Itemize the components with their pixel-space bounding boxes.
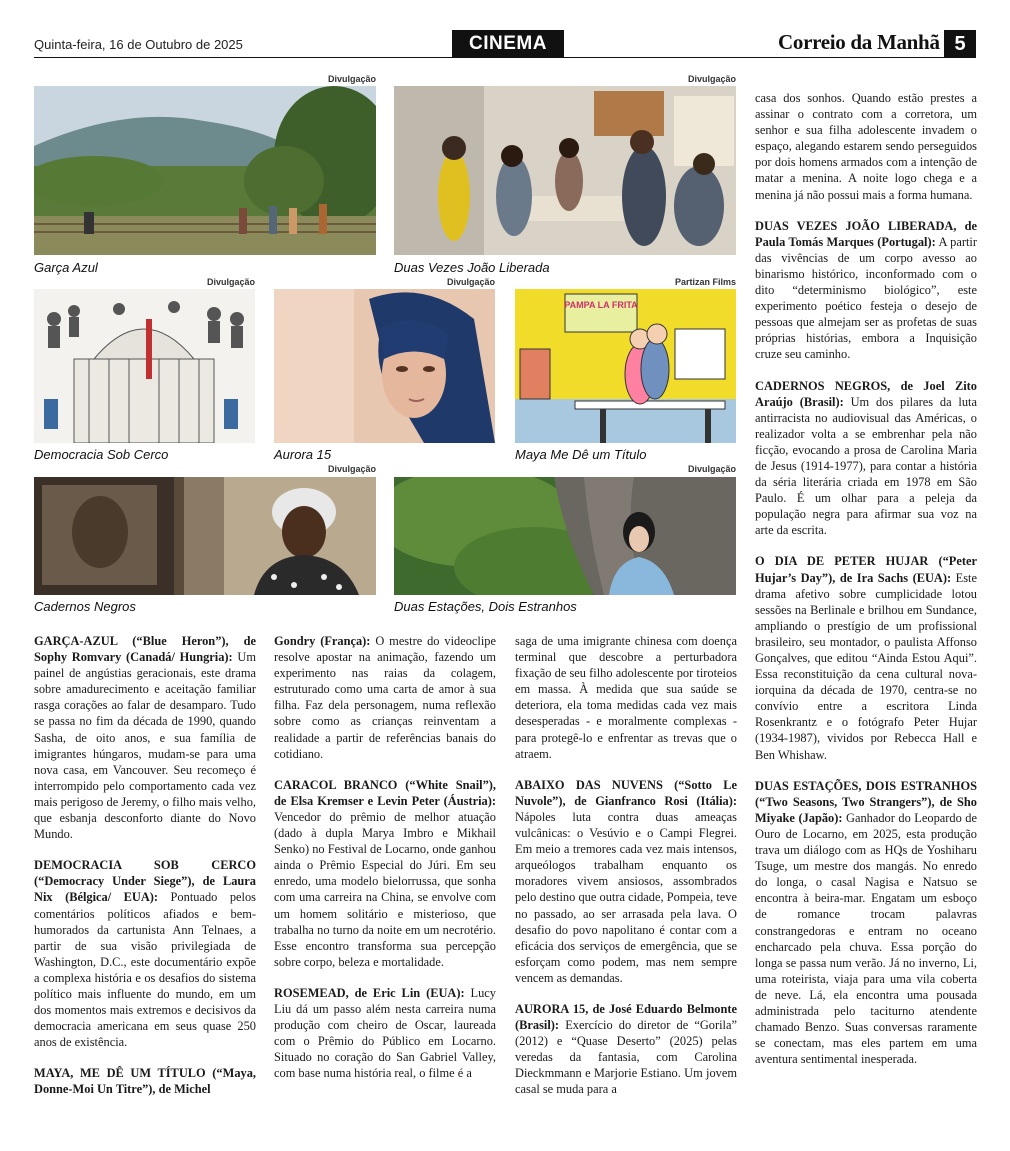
article <box>274 777 496 970</box>
photo-credit: Divulgação <box>327 464 376 474</box>
photo-credit: Divulgação <box>446 277 495 287</box>
article-title: O DIA DE PETER HUJAR (“Peter Hujar’s Day”), de Ira Sachs (EUA): <box>755 554 977 585</box>
article-body: Pontuado pelos comentários políticos afiados e bem-humorados da cartunista Ann Telnaes, a partir de sua visão privilegiada de Washington, D.C., este documentário expõe a complexa história e os desafios do sistema político mais influente do mundo, em um dos momentos mais extremos e decisivos da democracia americana em seus quase 250 anos de existência. <box>34 890 256 1050</box>
photo-caption: Aurora 15 <box>274 447 332 462</box>
article-title: ABAIXO DAS NUVENS (“Sotto Le Nuvole”), de Gianfranco Rosi (Itália): <box>515 777 737 808</box>
article <box>274 633 496 762</box>
photo-caption: Maya Me Dê um Título <box>515 447 647 462</box>
publication-date: Quinta-feira, 16 de Outubro de 2025 <box>34 37 243 52</box>
article-body: Vencedor do prêmio de melhor atuação (dado à dupla Marya Imbro e Mikhail Senko) no Festival de Locarno, onde ganhou ainda o Prêmio Especial do Júri. Em seu enredo, uma modelo bielorrussa, que sonha com uma carreira na China, se envolve com um homem solitário e misterioso, que trabalha no turno da noite em um necrotério. Esse encontro transforma sua percepção sobre corpo, beleza e mortalidade. <box>274 809 496 969</box>
article-body: Ganhador do Leopardo de Ouro de Locarno, em 2025, esta produção trava um diálogo com as HQs de Yoshiharu Tsuge, um mestre dos mangás. No enredo do longa, o casal Nagisa e Natsuo se encontra à beira-mar. Engatam um esboço de romance trocam palavras constrangedoras e entram no oceano encharcado pela chuva. Essa porção do longa se passa num verão. Já no inverno, Li, uma roteirista, viaja para uma vila coberta de neve. Lá, ela encontra uma pousada administrada pelo taciturno atendente chamado Benzo. Suas conversas raramente se conectam, mas eles partem em uma aventura sentimental inesperada. <box>755 810 977 1067</box>
article <box>755 553 977 762</box>
article-body: Um dos pilares da luta antirracista no audiovisual das Américas, o realizador volta a se embrenhar pela não ficção, evocando a prosa de Carolina Maria de Jesus (1914-1977), para contar a história da séria literária criada em 1978 em São Paulo. É um olhar para a peleja da população negra para afirmar sua voz na arte da escrita. <box>755 394 977 538</box>
newspaper-logo: Correio da Manhã <box>778 30 940 54</box>
article-body: Nápoles luta contra duas ameaças vulcânicas: o Vesúvio e o Campi Flegrei. Em meio a tremores cada vez mais intensos, arqueólogos trabalham enquanto os moradores vivem ansiosos, assombrados pelo destino que outra cidade, Pompeia, teve no passado, ao ser arrasada pela lava. O desafio do povo napolitano é contar com a eficácia dos serviços de emergência, que se esforçam como podem, mas nem sempre vencem as demandas. <box>515 809 737 985</box>
article <box>34 857 256 1050</box>
article-title: MAYA, ME DÊ UM TÍTULO (“Maya, Donne-Moi Un Titre”), de Michel <box>34 1066 256 1097</box>
header-rule <box>34 57 976 58</box>
article-title: CADERNOS NEGROS, de Joel Zito Araújo (Brasil): <box>755 378 977 409</box>
photo-caption: Cadernos Negros <box>34 599 136 614</box>
article-title: Gondry (França): <box>274 634 371 648</box>
section-title: CINEMA <box>452 30 564 58</box>
article <box>274 985 496 1082</box>
photo-maya-me-de-um-titulo <box>515 289 736 443</box>
article-title: DEMOCRACIA SOB CERCO (“Democracy Under Siege”), de Laura Nix (Bélgica/ EUA): <box>34 858 256 905</box>
article <box>515 633 737 762</box>
article-body: saga de uma imigrante chinesa com doença terminal que descobre a perturbadora fixação de seu filho adolescente por tiroteios em massa. À medida que sua saúde se deteriora, ela toma medidas cada vez mais desesperadas - e moralmente complexas - para protegê-lo e enfrentar as trevas que o atraem. <box>515 634 737 761</box>
photo-caption: Democracia Sob Cerco <box>34 447 169 462</box>
photo-caption: Duas Vezes João Liberada <box>394 260 550 275</box>
article-body: Um painel de angústias geracionais, este drama sobre amadurecimento e aceitação familiar rasga corações ao falar de desamparo. Tudo se passa no fim da década de 1990, quando Sasha, de oito anos, e sua família de imigrantes húngaros, mudam-se para uma nova casa, em Vancouver. Seu recomeço é interrompido pelo comportamento cada vez mais perigoso de Jeremy, o filho mais velho, que esbanja desconforto diante do Novo Mundo. <box>34 650 256 842</box>
photo-aurora-15 <box>274 289 495 443</box>
photo-credit: Divulgação <box>327 74 376 84</box>
article <box>755 378 977 539</box>
article-body: Este drama afetivo sobre cumplicidade lotou sessões na Berlinale e brilhou em Sundance, ampliando o prestígio de um profissional brasileiro, seu montador, o paulista Affonso Gonçalves, que editou “Ainda Estou Aqui”. Essa reconstituição da cena cultural nova-iorquina da década de 1970, centra-se no convívio entre a escritora Linda Rosenkrantz e o fotógrafo Peter Hujar (1934-1987), vividos por Rebecca Hall e Ben Whishaw. <box>755 570 977 762</box>
photo-credit: Divulgação <box>206 277 255 287</box>
article <box>515 777 737 986</box>
column-3 <box>515 633 737 1113</box>
photo-duas-estacoes-dois-estranhos <box>394 477 736 595</box>
article-title: DUAS VEZES JOÃO LIBERADA, de Paula Tomás Marques (Portugal): <box>755 218 977 249</box>
article-body: A partir das vivências de um corpo avesso ao binarismo histórico, inconformado com o dito “determinismo biológico”, este experimento poético festeja o desejo de pessoas que almejam ser as profetas de suas próprias histórias, embora a Inquisição cruze seu caminho. <box>755 234 977 362</box>
photo-duas-vezes-joao-liberada <box>394 86 736 255</box>
article-body: Exercício do diretor de “Gorila” (2012) e “Quase Deserto” (2025) pelas veredas da fantasia, com Carolina Dieckmmann e Marjorie Estiano. Um jovem casal se muda para a <box>515 1018 737 1097</box>
column-1 <box>34 633 256 1113</box>
column-4 <box>755 90 977 1082</box>
sign-text: PAMPA LA FRITA <box>564 300 638 310</box>
article-title: GARÇA-AZUL (“Blue Heron”), de Sophy Romvary (Canadá/ Hungria): <box>34 634 256 665</box>
article-title: AURORA 15, de José Eduardo Belmonte (Brasil): <box>515 1001 737 1033</box>
photo-democracia-sob-cerco <box>34 289 255 443</box>
article <box>755 218 977 363</box>
article-title: ROSEMEAD, de Eric Lin (EUA): <box>274 985 465 1000</box>
article-title: DUAS ESTAÇÕES, DOIS ESTRANHOS (“Two Seasons, Two Strangers”), de Sho Miyake (Japão): <box>755 778 977 825</box>
article <box>515 1001 737 1098</box>
photo-credit: Divulgação <box>687 464 736 474</box>
page-number: 5 <box>944 30 976 58</box>
photo-caption: Garça Azul <box>34 260 98 275</box>
article <box>34 633 256 842</box>
photo-caption: Duas Estações, Dois Estranhos <box>394 599 577 614</box>
photo-cadernos-negros <box>34 477 376 595</box>
article-body: casa dos sonhos. Quando estão prestes a assinar o contrato com a corretora, um senhor e sua filha adolescente invadem o espaço, alegando estarem sendo perseguidos por dois homens armados com a intenção de matar a menina. A noite logo chega e a menina já não possui mais a forma humana. <box>755 91 977 202</box>
article-title: CARACOL BRANCO (“White Snail”), de Elsa Kremser e Levin Peter (Áustria): <box>274 777 496 808</box>
column-2 <box>274 633 496 1096</box>
photo-credit: Divulgação <box>687 74 736 84</box>
article <box>755 90 977 203</box>
article-body: O mestre do videoclipe resolve apostar na animação, fazendo um experimento nas raias da colagem, estruturado como uma carta de amor à sua filha. Faz dela personagem, numa reflexão sobre como as crianças reinventam a realidade a partir de referências banais do cotidiano. <box>274 634 496 761</box>
article <box>755 778 977 1068</box>
article-body: Lucy Liu dá um passo além nesta carreira numa produção com cheiro de Oscar, laureada com o Prêmio do Público em Locarno. Situado no coração do San Gabriel Valley, com base numa história real, o filme é a <box>274 985 496 1081</box>
photo-credit: Partizan Films <box>674 277 736 287</box>
article <box>34 1065 256 1097</box>
photo-garca-azul <box>34 86 376 255</box>
